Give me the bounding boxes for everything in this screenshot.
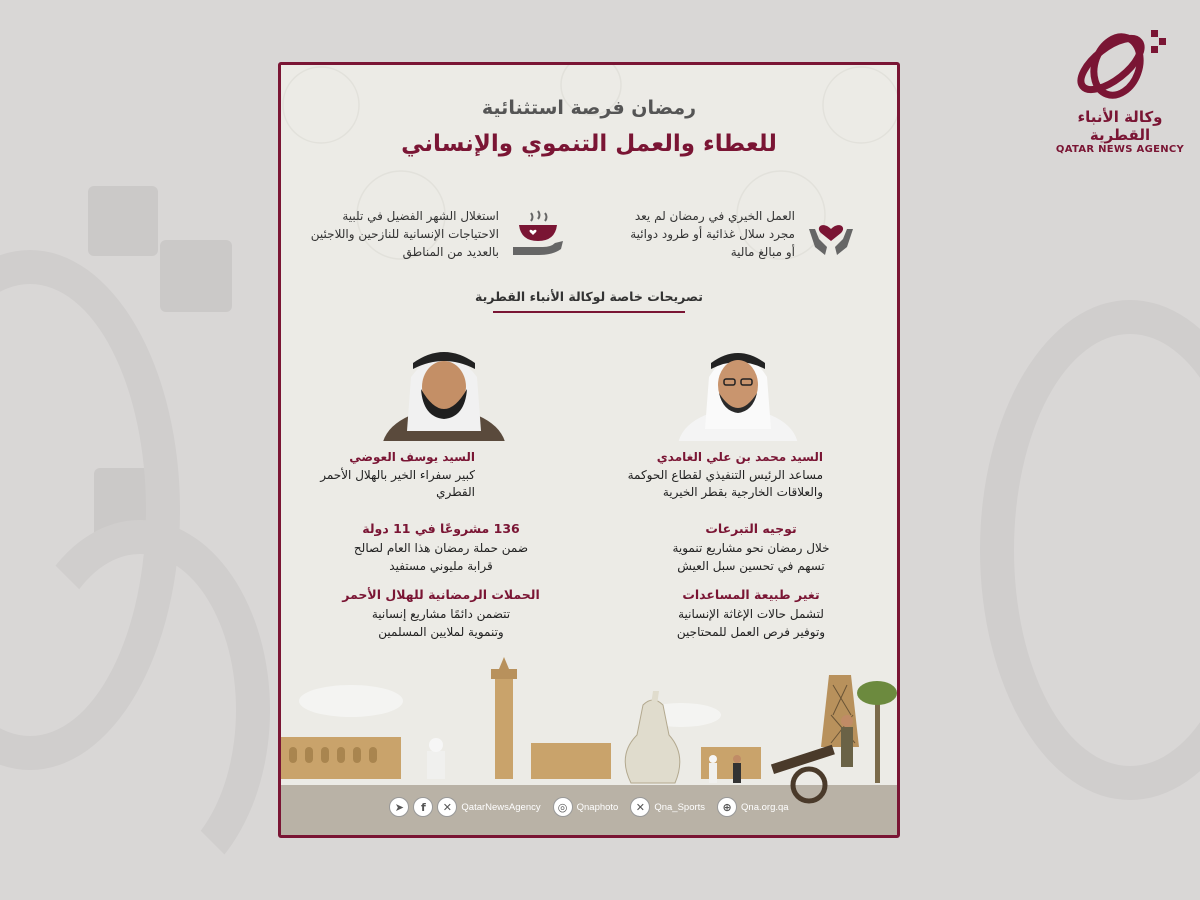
fact-charity — [630, 207, 857, 261]
infographic-card — [278, 62, 900, 838]
social-website-url[interactable]: Qna.org.qa — [741, 801, 789, 813]
fact-charity-line-2: مجرد سلال غذائية أو طرود دوائية — [630, 227, 795, 241]
point-text-projects — [341, 539, 541, 575]
qna-logo — [1050, 26, 1190, 155]
social-sports[interactable] — [630, 797, 705, 817]
social-media-bar — [281, 795, 897, 819]
point-head-aid-change: تغير طبيعة المساعدات — [682, 587, 820, 602]
point-text-donations-line-2: تسهم في تحسين سبل العيش — [677, 559, 825, 573]
social-photo[interactable] — [553, 797, 619, 817]
point-text-donations-line-1: خلال رمضان نحو مشاريع تنموية — [672, 541, 830, 555]
title-line-1: رمضان فرصة استثنائية — [481, 97, 697, 119]
fact-charity-line-3: أو مبالغ مالية — [730, 245, 795, 259]
person-ghamdi-name: السيد محمد بن علي الغامدي — [656, 450, 823, 464]
point-text-projects-line-2: قرابة مليوني مستفيد — [389, 559, 493, 573]
person-ghamdi-role — [628, 467, 823, 501]
point-text-campaigns — [341, 605, 541, 641]
point-text-campaigns-line-2: وتنموية لملايين المسلمين — [378, 625, 504, 639]
fact-needs-line-1: استغلال الشهر الفضيل في تلبية — [342, 209, 499, 223]
section-underline — [493, 311, 685, 313]
person-ghamdi-role-line-1: مساعد الرئيس التنفيذي لقطاع الحوكمة — [627, 468, 823, 482]
point-head-campaigns: الحملات الرمضانية للهلال الأحمر — [342, 587, 540, 602]
social-news-agency[interactable] — [389, 797, 540, 817]
fact-charity-line-1: العمل الخيري في رمضان لم يعد — [634, 209, 795, 223]
globe-icon[interactable]: ⊕ — [717, 797, 737, 817]
portrait-awadhi — [381, 337, 507, 441]
person-awadhi-name: السيد يوسف العوضي — [349, 450, 475, 464]
title-line-2: للعطاء والعمل التنموي والإنساني — [401, 131, 777, 157]
fact-needs-line-2: الاحتياجات الإنسانية للنازحين واللاجئين — [310, 227, 499, 241]
instagram-icon[interactable]: ◎ — [553, 797, 573, 817]
heart-hands-icon — [805, 207, 857, 259]
point-text-aid-change-line-1: لتشمل حالات الإغاثة الإنسانية — [678, 607, 824, 621]
telegram-icon[interactable]: ➤ — [389, 797, 409, 817]
social-photo-handle[interactable]: Qnaphoto — [576, 801, 619, 813]
point-text-campaigns-line-1: تتضمن دائمًا مشاريع إنسانية — [371, 607, 511, 621]
point-text-aid-change — [651, 605, 851, 641]
fact-needs — [311, 207, 567, 261]
hand-holding-bowl-icon — [509, 207, 567, 259]
logo-name-arabic: وكالة الأنباء القطرية — [1077, 108, 1163, 144]
logo-name-english: QATAR NEWS AGENCY — [1055, 144, 1185, 155]
fact-needs-line-3: بالعديد من المناطق — [402, 245, 499, 259]
social-news-agency-handle[interactable]: QatarNewsAgency — [461, 801, 541, 813]
point-text-aid-change-line-2: وتوفير فرص العمل للمحتاجين — [676, 625, 826, 639]
x-icon[interactable]: ✕ — [437, 797, 457, 817]
point-head-projects: 136 مشروعًا في 11 دولة — [362, 521, 520, 536]
x-icon[interactable]: ✕ — [630, 797, 650, 817]
social-website[interactable] — [717, 797, 789, 817]
point-text-donations — [651, 539, 851, 575]
qna-emblem-icon — [1065, 26, 1175, 100]
social-sports-handle[interactable]: Qna_Sports — [654, 801, 706, 813]
person-ghamdi-role-line-2: والعلاقات الخارجية بقطر الخيرية — [662, 485, 823, 499]
portrait-ghamdi — [675, 337, 801, 441]
person-awadhi-role — [320, 467, 475, 501]
person-awadhi-role-line-1: كبير سفراء الخير بالهلال الأحمر — [320, 468, 475, 482]
point-head-donations: توجيه التبرعات — [705, 521, 797, 536]
point-text-projects-line-1: ضمن حملة رمضان هذا العام لصالح — [353, 541, 529, 555]
section-title: تصريحات خاصة لوكالة الأنباء القطرية — [475, 289, 703, 304]
facebook-icon[interactable]: f — [413, 797, 433, 817]
person-awadhi-role-line-2: القطري — [436, 485, 475, 499]
